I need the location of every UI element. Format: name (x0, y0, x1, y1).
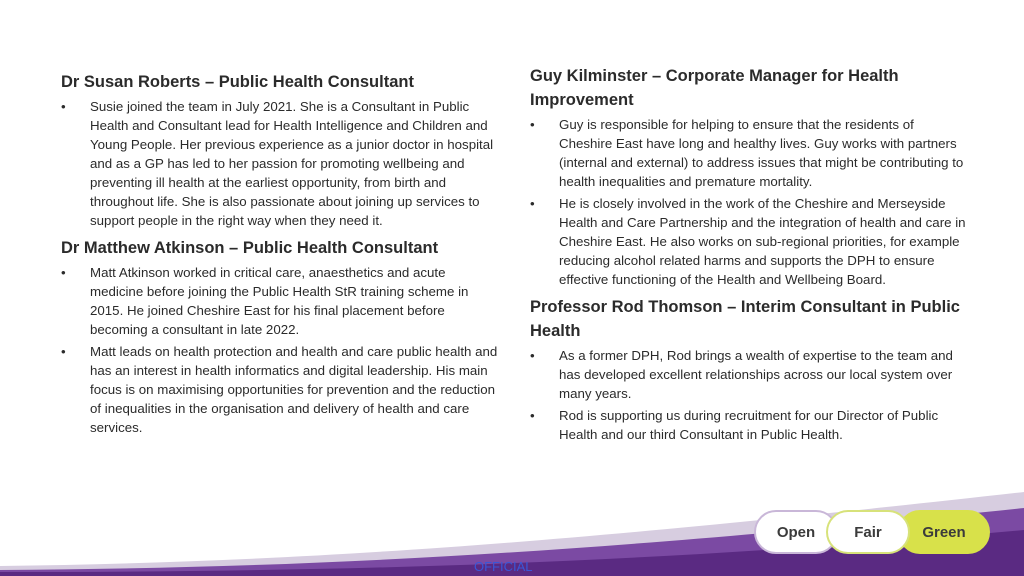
person-susan-roberts (61, 70, 501, 230)
values-badges (754, 510, 990, 556)
bullet-text: Matt leads on health protection and health and care public health and has an interest in health informatics and digital leadership. His main focus is on maximising opportunities for prevention and the reduction of inequalities in the organisation and delivery of health and care services. (90, 344, 498, 435)
bullet-list (530, 115, 970, 289)
bullet-list (61, 97, 501, 230)
bullet-item (530, 194, 970, 289)
bullet-icon: • (61, 344, 66, 359)
bullet-text: Rod is supporting us during recruitment for our Director of Public Health and our third Consultant in Public Health. (559, 408, 939, 442)
bullet-list (61, 263, 501, 437)
bullet-text: As a former DPH, Rod brings a wealth of expertise to the team and has developed excellent relationships across our local system over many years. (559, 348, 953, 401)
person-heading: Guy Kilminster – Corporate Manager for Health Improvement (530, 67, 899, 109)
person-rod-thomson (530, 295, 970, 444)
person-guy-kilminster (530, 64, 970, 289)
classification-label: OFFICIAL (474, 559, 533, 574)
bullet-text: Matt Atkinson worked in critical care, anaesthetics and acute medicine before joining the Public Health StR training scheme in 2015. He joined Cheshire East for his final placement before becoming a consultant in late 2022. (90, 265, 469, 337)
right-column (530, 64, 970, 450)
bullet-list (530, 346, 970, 444)
bullet-item (530, 406, 970, 444)
bullet-icon: • (530, 196, 535, 211)
bullet-item (530, 115, 970, 191)
bullet-icon: • (61, 265, 66, 280)
bullet-item (61, 97, 501, 230)
bullet-icon: • (530, 117, 535, 132)
bullet-icon: • (530, 348, 535, 363)
badge-green: Green (898, 510, 990, 554)
badge-fair: Fair (826, 510, 910, 554)
bullet-item (530, 346, 970, 403)
bullet-icon: • (530, 408, 535, 423)
bullet-item (61, 263, 501, 339)
person-heading: Dr Susan Roberts – Public Health Consultant (61, 73, 414, 91)
bullet-icon: • (61, 99, 66, 114)
bullet-text: Guy is responsible for helping to ensure that the residents of Cheshire East have long and healthy lives. Guy works with partners (internal and external) to address issues that might be contributing to health inequalities and premature mortality. (559, 117, 964, 189)
bullet-item (61, 342, 501, 437)
person-heading: Professor Rod Thomson – Interim Consultant in Public Health (530, 298, 960, 340)
bullet-text: Susie joined the team in July 2021. She is a Consultant in Public Health and Consultant lead for Health Intelligence and Children and Young People. Her previous experience as a junior doctor in hospital and as a GP has led to her passion for promoting wellbeing and preventing ill health at the earliest opportunity, from birth and throughout life. She is also passionate about joining up services to support people in the right way when they need it. (90, 99, 494, 228)
person-matthew-atkinson (61, 236, 501, 437)
bullet-text: He is closely involved in the work of the Cheshire and Merseyside Health and Care Partnership and the integration of health and care in Cheshire East. He also works on sub-regional priorities, for example reducing alcohol related harms and supports the DPH to ensure effective functioning of the Health and Wellbeing Board. (559, 196, 966, 287)
left-column (61, 64, 501, 443)
person-heading: Dr Matthew Atkinson – Public Health Consultant (61, 239, 439, 257)
badge-open: Open (754, 510, 838, 554)
